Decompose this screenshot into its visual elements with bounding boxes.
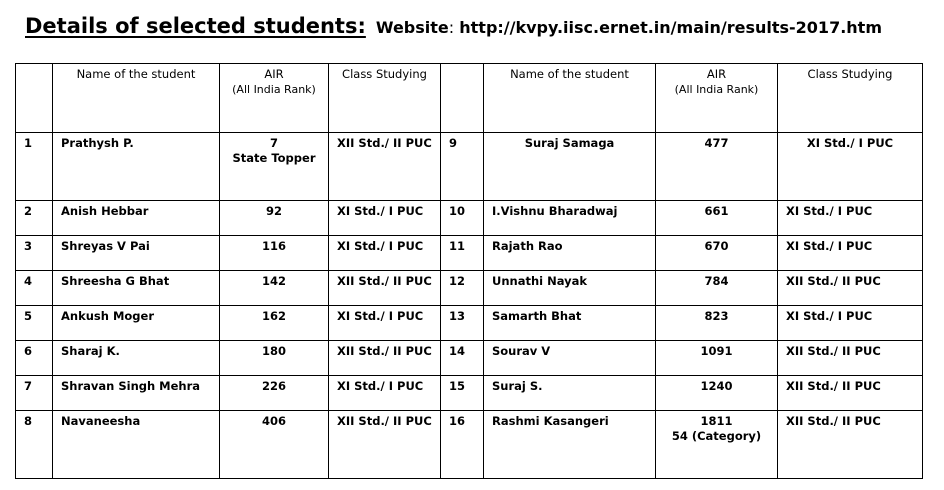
- header-row: [16, 64, 923, 133]
- air-cell: [220, 341, 329, 376]
- serial-number-cell: 5: [16, 306, 53, 341]
- air-cell: [220, 133, 329, 201]
- class-studying-cell: XII Std./ II PUC: [778, 341, 923, 376]
- website-separator: :: [448, 18, 455, 37]
- class-studying-cell: XI Std./ I PUC: [778, 236, 923, 271]
- air-cell: [656, 236, 778, 271]
- air-value: 162: [261, 309, 286, 323]
- air-cell: [656, 133, 778, 201]
- table-row: [16, 236, 923, 271]
- class-studying-cell: XII Std./ II PUC: [329, 341, 441, 376]
- air-cell: [220, 236, 329, 271]
- header-no-left: [16, 64, 53, 133]
- table-row: [16, 411, 923, 479]
- student-name-cell: Suraj Samaga: [484, 133, 656, 201]
- header-air-label: AIR: [706, 67, 727, 81]
- students-table: [15, 63, 923, 479]
- header-air-label: AIR: [264, 67, 284, 81]
- serial-number-cell: 2: [16, 201, 53, 236]
- air-note: 54 (Category): [671, 429, 762, 443]
- table-row: [16, 133, 923, 201]
- serial-number-cell: 6: [16, 341, 53, 376]
- air-value: 823: [704, 309, 729, 323]
- air-value: 180: [261, 344, 286, 358]
- air-value: 477: [704, 136, 729, 150]
- table-row: [16, 271, 923, 306]
- header-air-sub: (All India Rank): [674, 83, 759, 96]
- air-value: 1091: [700, 344, 733, 358]
- serial-number-cell: 9: [441, 133, 484, 201]
- table-row: [16, 306, 923, 341]
- air-value: 142: [261, 274, 286, 288]
- air-cell: [656, 306, 778, 341]
- class-studying-cell: XII Std./ II PUC: [329, 133, 441, 201]
- serial-number-cell: 3: [16, 236, 53, 271]
- air-value: 226: [261, 379, 286, 393]
- student-name-cell: Shreyas V Pai: [53, 236, 220, 271]
- air-value: 1240: [700, 379, 733, 393]
- class-studying-cell: XII Std./ II PUC: [329, 271, 441, 306]
- air-cell: [656, 341, 778, 376]
- serial-number-cell: 11: [441, 236, 484, 271]
- student-name-cell: Anish Hebbar: [53, 201, 220, 236]
- air-value: 92: [265, 204, 282, 218]
- serial-number-cell: 16: [441, 411, 484, 479]
- student-name-cell: Navaneesha: [53, 411, 220, 479]
- student-name-cell: Rashmi Kasangeri: [484, 411, 656, 479]
- air-value: 661: [704, 204, 729, 218]
- header-name-right: Name of the student: [484, 64, 656, 133]
- student-name-cell: Prathysh P.: [53, 133, 220, 201]
- student-name-cell: Shreesha G Bhat: [53, 271, 220, 306]
- serial-number-cell: 1: [16, 133, 53, 201]
- class-studying-cell: XI Std./ I PUC: [778, 306, 923, 341]
- header-class-right: Class Studying: [778, 64, 923, 133]
- student-name-cell: Suraj S.: [484, 376, 656, 411]
- class-studying-cell: XII Std./ II PUC: [778, 411, 923, 479]
- student-name-cell: Unnathi Nayak: [484, 271, 656, 306]
- air-value: 116: [261, 239, 286, 253]
- class-studying-cell: XII Std./ II PUC: [778, 376, 923, 411]
- student-name-cell: I.Vishnu Bharadwaj: [484, 201, 656, 236]
- air-value: 670: [704, 239, 729, 253]
- air-cell: [656, 376, 778, 411]
- class-studying-cell: XI Std./ I PUC: [329, 236, 441, 271]
- class-studying-cell: XII Std./ II PUC: [778, 271, 923, 306]
- air-cell: [656, 271, 778, 306]
- class-studying-cell: XI Std./ I PUC: [329, 306, 441, 341]
- page-title: Details of selected students:: [25, 14, 366, 38]
- student-name-cell: Sourav V: [484, 341, 656, 376]
- serial-number-cell: 7: [16, 376, 53, 411]
- student-name-cell: Shravan Singh Mehra: [53, 376, 220, 411]
- serial-number-cell: 8: [16, 411, 53, 479]
- student-name-cell: Sharaj K.: [53, 341, 220, 376]
- air-cell: [656, 201, 778, 236]
- serial-number-cell: 15: [441, 376, 484, 411]
- air-cell: [220, 306, 329, 341]
- student-name-cell: Samarth Bhat: [484, 306, 656, 341]
- header-no-right: [441, 64, 484, 133]
- header-air-sub: (All India Rank): [232, 83, 316, 96]
- page-heading: [25, 14, 882, 38]
- header-class-left: Class Studying: [329, 64, 441, 133]
- student-name-cell: Ankush Moger: [53, 306, 220, 341]
- air-cell: [656, 411, 778, 479]
- class-studying-cell: XI Std./ I PUC: [778, 133, 923, 201]
- class-studying-cell: XI Std./ I PUC: [329, 376, 441, 411]
- serial-number-cell: 10: [441, 201, 484, 236]
- website-label: Website: [375, 18, 449, 37]
- air-cell: [220, 411, 329, 479]
- website-url: http://kvpy.iisc.ernet.in/main/results-2017.htm: [459, 18, 882, 37]
- serial-number-cell: 12: [441, 271, 484, 306]
- air-cell: [220, 271, 329, 306]
- table-row: [16, 341, 923, 376]
- table-row: [16, 376, 923, 411]
- class-studying-cell: XI Std./ I PUC: [778, 201, 923, 236]
- header-name-left: Name of the student: [53, 64, 220, 133]
- header-air-left: [220, 64, 329, 133]
- air-value: 1811: [700, 414, 733, 428]
- air-value: 7: [269, 136, 278, 150]
- serial-number-cell: 4: [16, 271, 53, 306]
- air-value: 784: [704, 274, 729, 288]
- table-row: [16, 201, 923, 236]
- air-value: 406: [261, 414, 286, 428]
- class-studying-cell: XII Std./ II PUC: [329, 411, 441, 479]
- class-studying-cell: XI Std./ I PUC: [329, 201, 441, 236]
- serial-number-cell: 13: [441, 306, 484, 341]
- header-air-right: [656, 64, 778, 133]
- air-cell: [220, 201, 329, 236]
- student-name-cell: Rajath Rao: [484, 236, 656, 271]
- air-cell: [220, 376, 329, 411]
- serial-number-cell: 14: [441, 341, 484, 376]
- air-note: State Topper: [232, 151, 316, 165]
